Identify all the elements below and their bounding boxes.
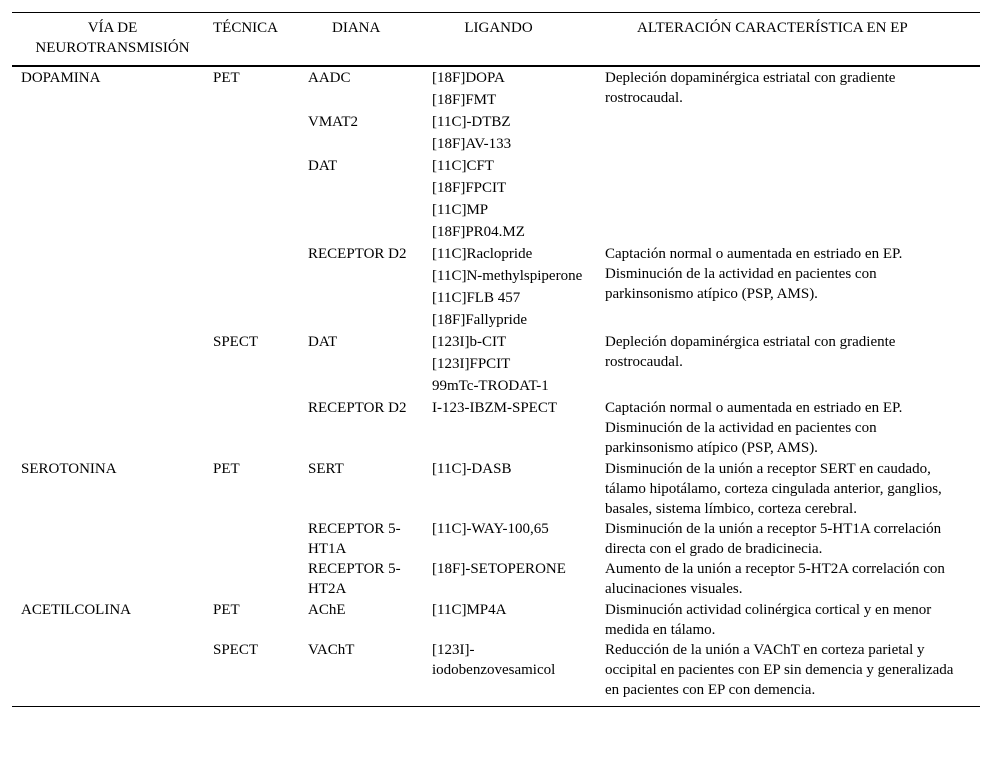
cell-diana: VAChT bbox=[308, 642, 355, 658]
table-row bbox=[12, 66, 980, 112]
cell-tecnica bbox=[213, 559, 308, 599]
cell-tecnica bbox=[213, 398, 308, 458]
table-row bbox=[12, 599, 980, 640]
cell-diana: RECEPTOR 5-HT1A bbox=[308, 521, 401, 557]
cell-alteracion: Disminución de la unión a receptor SERT en caudado, tálamo hipotálamo, corteza cingulada anterior, ganglios, basales, sistema límbico, corteza cerebral. bbox=[605, 461, 942, 517]
cell-alteracion bbox=[605, 112, 980, 156]
cell-diana: DAT bbox=[308, 158, 338, 174]
cell-diana: DAT bbox=[308, 334, 338, 350]
ligand: 99mTc-TRODAT-1 bbox=[432, 378, 549, 394]
ligand: [11C]-DTBZ bbox=[432, 114, 511, 130]
cell-ligandos bbox=[432, 559, 605, 599]
table-row bbox=[12, 332, 980, 398]
cell-ligandos bbox=[432, 398, 605, 458]
cell-via bbox=[12, 398, 213, 458]
cell-ligandos bbox=[432, 519, 605, 559]
cell-alteracion: Captación normal o aumentada en estriado en EP. Disminución de la actividad en pacientes con parkinsonismo atípico (PSP, AMS). bbox=[605, 246, 903, 302]
cell-ligandos bbox=[432, 332, 605, 398]
cell-alteracion: Depleción dopaminérgica estriatal con gradiente rostrocaudal. bbox=[605, 70, 896, 106]
cell-ligandos bbox=[432, 244, 605, 332]
table-row bbox=[12, 244, 980, 332]
header-via bbox=[12, 13, 213, 67]
cell-tecnica bbox=[213, 156, 308, 244]
cell-ligandos bbox=[432, 66, 605, 112]
header-tecnica: TÉCNICA bbox=[213, 20, 278, 36]
cell-via bbox=[12, 112, 213, 156]
cell-via bbox=[12, 156, 213, 244]
cell-ligandos bbox=[432, 458, 605, 519]
table-body bbox=[12, 66, 980, 707]
ligand: [18F]FMT bbox=[432, 92, 497, 108]
cell-tecnica bbox=[213, 112, 308, 156]
cell-tecnica: PET bbox=[213, 461, 240, 477]
cell-alteracion: Depleción dopaminérgica estriatal con gradiente rostrocaudal. bbox=[605, 334, 896, 370]
header-via-line1: VÍA DE bbox=[87, 20, 138, 36]
header-diana: DIANA bbox=[332, 20, 381, 36]
ligand: [11C]MP4A bbox=[432, 602, 507, 618]
cell-alteracion: Captación normal o aumentada en estriado en EP. Disminución de la actividad en pacientes con parkinsonismo atípico (PSP, AMS). bbox=[605, 400, 903, 456]
neurotransmission-table bbox=[12, 12, 980, 707]
table-row bbox=[12, 640, 980, 707]
table-row bbox=[12, 112, 980, 156]
cell-diana: AADC bbox=[308, 70, 351, 86]
cell-tecnica: PET bbox=[213, 602, 240, 618]
cell-diana: RECEPTOR 5-HT2A bbox=[308, 561, 401, 597]
ligand: [18F]PR04.MZ bbox=[432, 224, 525, 240]
header-via-line2: NEUROTRANSMISIÓN bbox=[35, 40, 190, 56]
ligand: [18F]Fallypride bbox=[432, 312, 527, 328]
cell-alteracion: Aumento de la unión a receptor 5-HT2A correlación con alucinaciones visuales. bbox=[605, 561, 945, 597]
table-header bbox=[12, 13, 980, 67]
ligand: [11C]-DASB bbox=[432, 461, 512, 477]
ligand: [123I]FPCIT bbox=[432, 356, 511, 372]
table-row bbox=[12, 156, 980, 244]
ligand: [11C]CFT bbox=[432, 158, 494, 174]
table-row bbox=[12, 458, 980, 519]
cell-alteracion: Disminución de la unión a receptor 5-HT1A correlación directa con el grado de bradicinecia. bbox=[605, 521, 942, 557]
cell-via bbox=[12, 640, 213, 707]
cell-diana: VMAT2 bbox=[308, 114, 359, 130]
cell-ligandos bbox=[432, 112, 605, 156]
cell-via: ACETILCOLINA bbox=[21, 602, 131, 618]
table-row bbox=[12, 559, 980, 599]
cell-ligandos bbox=[432, 599, 605, 640]
ligand: [18F]-SETOPERONE bbox=[432, 561, 566, 577]
ligand: [11C]MP bbox=[432, 202, 489, 218]
cell-diana: RECEPTOR D2 bbox=[308, 246, 407, 262]
ligand: [11C]FLB 457 bbox=[432, 290, 521, 306]
cell-diana: RECEPTOR D2 bbox=[308, 400, 407, 416]
cell-ligandos bbox=[432, 156, 605, 244]
table-container bbox=[12, 12, 980, 707]
cell-tecnica bbox=[213, 519, 308, 559]
cell-via: SEROTONINA bbox=[21, 461, 117, 477]
ligand: [18F]DOPA bbox=[432, 70, 505, 86]
table-row bbox=[12, 398, 980, 458]
cell-alteracion: Disminución actividad colinérgica cortical y en menor medida en tálamo. bbox=[605, 602, 932, 638]
ligand: [123I]-iodobenzovesamicol bbox=[432, 642, 556, 678]
cell-tecnica: SPECT bbox=[213, 334, 259, 350]
table-row bbox=[12, 519, 980, 559]
cell-alteracion bbox=[605, 156, 980, 244]
cell-via bbox=[12, 244, 213, 332]
ligand: [11C]N-methylspiperone bbox=[432, 268, 583, 284]
cell-via bbox=[12, 519, 213, 559]
cell-tecnica bbox=[213, 244, 308, 332]
cell-via bbox=[12, 332, 213, 398]
cell-ligandos bbox=[432, 640, 605, 707]
ligand: [11C]-WAY-100,65 bbox=[432, 521, 549, 537]
cell-tecnica: SPECT bbox=[213, 642, 259, 658]
cell-alteracion: Reducción de la unión a VAChT en corteza parietal y occipital en pacientes con EP sin demencia y generalizada en pacientes con EP con demencia. bbox=[605, 642, 954, 698]
ligand: I-123-IBZM-SPECT bbox=[432, 400, 557, 416]
cell-via bbox=[12, 559, 213, 599]
header-alteracion: ALTERACIÓN CARACTERÍSTICA EN EP bbox=[637, 20, 908, 36]
header-ligando: LIGANDO bbox=[464, 20, 533, 36]
cell-diana: SERT bbox=[308, 461, 344, 477]
ligand: [18F]AV-133 bbox=[432, 136, 512, 152]
cell-tecnica: PET bbox=[213, 70, 240, 86]
ligand: [18F]FPCIT bbox=[432, 180, 507, 196]
ligand: [11C]Raclopride bbox=[432, 246, 533, 262]
cell-via: DOPAMINA bbox=[21, 70, 101, 86]
ligand: [123I]b-CIT bbox=[432, 334, 507, 350]
cell-diana: AChE bbox=[308, 602, 346, 618]
